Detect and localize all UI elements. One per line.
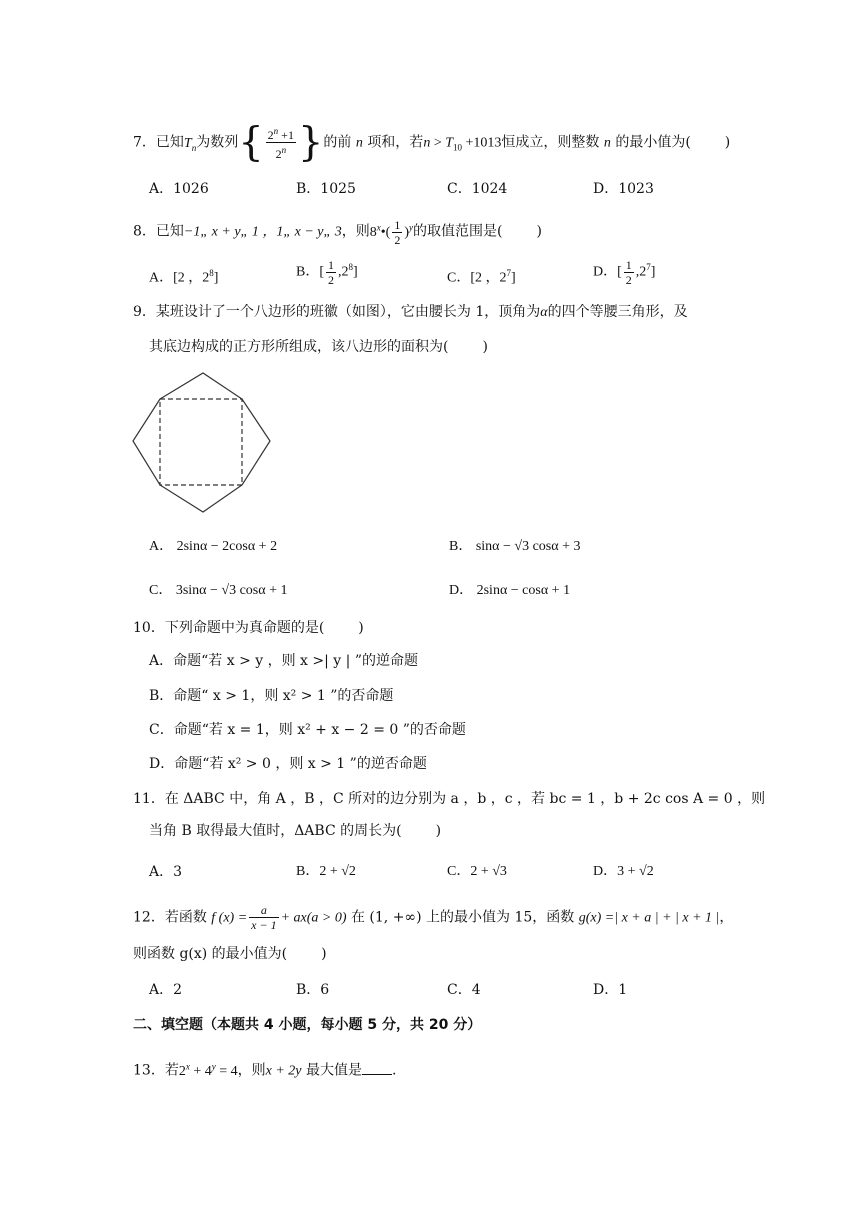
q7-Tn: $T_n$	[183, 135, 197, 153]
q11-option-d[interactable]: D．3 + √2	[593, 864, 654, 879]
q10-text: 10．下列命题中为真命题的是(	[133, 620, 325, 636]
q7-number: 7．	[133, 134, 156, 151]
q7-left-brace: {	[238, 119, 264, 166]
q12-option-a[interactable]: A．2	[149, 982, 183, 998]
q8-stem	[133, 217, 542, 247]
q12-stem-line-1	[133, 903, 733, 932]
q7-var-n: n	[355, 135, 363, 151]
q8-paren-close: )	[536, 223, 542, 240]
q10-paren-close: )	[358, 620, 364, 636]
q7-cond-T-sub: 10	[453, 142, 463, 153]
q11-paren-close: )	[435, 823, 442, 839]
q7-option-a[interactable]: A．1026	[149, 181, 209, 197]
q7-option-d[interactable]: D．1023	[593, 181, 654, 197]
q12-option-c[interactable]: C．4	[447, 982, 481, 998]
q11-stem-line-1: 11．在 ΔABC 中，角 A ，B ，C 所对的边分别为 a ，b ，c ，若 bc = 1 ，b + 2c cos A = 0 ，则	[133, 791, 766, 807]
q12-comma: ，	[719, 909, 734, 926]
q9-alpha: α	[540, 305, 548, 320]
q11-stem-line-2	[149, 821, 441, 841]
q13-equation: $2^x + 4^y = 4$	[178, 1061, 238, 1079]
octagon-outline	[133, 373, 270, 512]
q7-text-5: 恒成立，则整数	[501, 134, 600, 151]
q8-option-d[interactable]: D．[ $\frac{1}{2}$ $,2^7$]	[593, 257, 656, 287]
q8-expression: 8$^x$•( $\frac{1}{2}$ )$^y$	[369, 217, 414, 247]
q12-text-1: 12．若函数	[133, 909, 207, 926]
q10-option-d[interactable]: D．命题“若 x² > 0 ，则 x > 1 ”的逆否命题	[149, 756, 427, 772]
q11-text: 当角 B 取得最大值时，ΔABC 的周长为(	[149, 823, 402, 839]
q7-cond-T: T	[445, 135, 454, 151]
q7-text-1: 已知	[155, 134, 184, 151]
q12-g-def: g(x) =| x + a | + | x + 1 |	[578, 910, 720, 926]
q10-stem	[133, 618, 364, 638]
q13-expression: x + 2y	[265, 1063, 302, 1079]
q12-text-3: 则函数 g(x) 的最小值为(	[133, 946, 288, 962]
q7-cond-n: n	[423, 135, 431, 151]
q13-text-1: 13．若	[133, 1062, 179, 1079]
q9-stem-line-1	[133, 302, 688, 323]
q13-stem	[133, 1056, 396, 1082]
q12-f-def: f (x) =	[211, 910, 248, 926]
q9-option-b[interactable]: B． sinα − √3 cosα + 3	[449, 539, 581, 554]
q7-cond-gt: >	[430, 135, 446, 151]
q9-option-d[interactable]: D． 2sinα − cosα + 1	[449, 583, 571, 598]
q12-option-b[interactable]: B．6	[296, 982, 330, 998]
octagon-badge-figure	[130, 370, 275, 516]
q7-right-brace: }	[297, 119, 324, 166]
q7-option-c[interactable]: C．1024	[447, 181, 508, 197]
q10-option-b[interactable]: B．命题“ x > 1，则 x² > 1 ”的否命题	[149, 688, 394, 704]
q8-text-1: 已知	[155, 223, 184, 240]
q9-option-a[interactable]: A． 2sinα − 2cosα + 2	[149, 539, 278, 554]
q10-option-a[interactable]: A．命题“若 x > y ，则 x >| y | ”的逆命题	[149, 653, 418, 669]
q8-text-2: ，则	[341, 223, 370, 240]
q7-text-2: 为数列	[196, 134, 239, 151]
q11-option-a[interactable]: A．3	[149, 864, 183, 880]
q12-fraction: $\frac{a}{x - 1}$	[251, 903, 277, 932]
q9-text-2: 的四个等腰三角形，及	[547, 304, 688, 320]
q12-f-tail: + ax(a > 0)	[280, 910, 347, 926]
q8-option-b[interactable]: B．[ $\frac{1}{2}$ $,2^8$]	[296, 257, 358, 287]
q7-cond-tail: +1013	[462, 135, 502, 151]
q8-option-c[interactable]: C．[2 ，$2^7$]	[447, 268, 516, 286]
q12-stem-line-2	[133, 944, 327, 964]
section-2-heading: 二、填空题（本题共 4 小题，每小题 5 分，共 20 分）	[133, 1017, 482, 1033]
q13-period: .	[391, 1062, 397, 1079]
q11-option-b[interactable]: B．2 + √2	[296, 864, 356, 879]
q12-option-d[interactable]: D．1	[593, 982, 628, 998]
dashed-square	[160, 399, 242, 485]
q7-var-n2: n	[603, 135, 611, 151]
q7-option-b[interactable]: B．1025	[296, 181, 356, 197]
q13-text-2: ，则	[237, 1062, 266, 1079]
q8-option-a[interactable]: A．[2 ，$2^8$]	[149, 268, 219, 286]
q7-text-6: 的最小值为(	[615, 134, 691, 151]
q13-answer-blank[interactable]	[362, 1060, 392, 1075]
q9-stem-line-2	[149, 337, 488, 357]
q7-stem	[133, 119, 731, 166]
q8-number: 8．	[133, 223, 156, 240]
q11-option-c[interactable]: C．2 + √3	[447, 864, 507, 879]
q7-sequence-fraction: $\frac{2^n +1}{2^n}$	[267, 126, 294, 161]
q7-text-3: 的前	[323, 134, 352, 151]
q9-text-3: 其底边构成的正方形所组成，该八边形的面积为(	[149, 339, 449, 355]
q8-condition: −1„ x + y„ 1 ，1„ x − y„ 3	[183, 224, 342, 240]
q9-option-c[interactable]: C． 3sinα − √3 cosα + 1	[149, 583, 288, 598]
q12-paren-close: )	[321, 946, 327, 962]
q7-paren-close: )	[724, 134, 731, 151]
q12-text-2: 在 (1, +∞) 上的最小值为 15，函数	[350, 909, 575, 926]
q7-text-4: 项和，若	[367, 134, 424, 151]
q9-text-1: 9．某班设计了一个八边形的班徽（如图），它由腰长为 1，顶角为	[133, 304, 541, 320]
q13-text-3: 最大值是	[305, 1062, 362, 1079]
q10-option-c[interactable]: C．命题“若 x = 1，则 x² + x − 2 = 0 ”的否命题	[149, 722, 466, 738]
q8-text-3: 的取值范围是(	[413, 223, 503, 240]
q9-paren-close: )	[482, 339, 488, 355]
